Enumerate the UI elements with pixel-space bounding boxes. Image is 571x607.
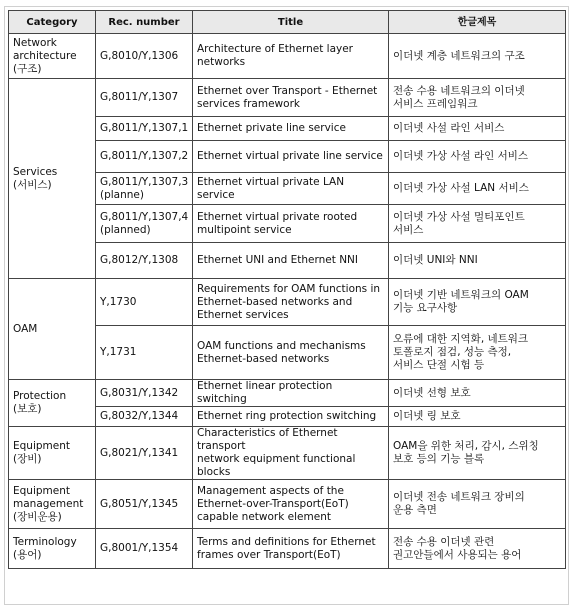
title-cell: Ethernet ring protection switching: [193, 407, 389, 427]
rec-number-cell: Y,1731: [96, 326, 193, 380]
title-cell: Requirements for OAM functions in Ethernet-based networks and Ethernet services: [193, 279, 389, 326]
rec-number-cell: G,8011/Y,1307: [96, 79, 193, 117]
korean-title-cell: 이더넷 가상 사설 LAN 서비스: [389, 173, 566, 205]
title-cell: Architecture of Ethernet layer networks: [193, 34, 389, 79]
header-row: [9, 11, 566, 34]
header-rec-number: Rec. number: [96, 11, 193, 34]
korean-title-cell: 이더넷 가상 사설 멀티포인트 서비스: [389, 205, 566, 243]
title-cell: Ethernet virtual private LAN service: [193, 173, 389, 205]
table-row: [9, 34, 566, 79]
title-cell: Ethernet virtual private line service: [193, 141, 389, 173]
korean-title-cell: 전송 수용 네트워크의 이더넷 서비스 프레임워크: [389, 79, 566, 117]
rec-number-cell: G,8001/Y,1354: [96, 529, 193, 569]
korean-title-cell: 이더넷 링 보호: [389, 407, 566, 427]
korean-title-cell: 이더넷 계층 네트워크의 구조: [389, 34, 566, 79]
rec-number-cell: G,8011/Y,1307,3 (planne): [96, 173, 193, 205]
title-cell: Ethernet virtual private rooted multipoint service: [193, 205, 389, 243]
document-frame: [4, 6, 569, 605]
category-cell: Network architecture (구조): [9, 34, 96, 79]
table-row: [9, 279, 566, 326]
title-cell: Ethernet linear protection switching: [193, 380, 389, 407]
title-cell: Ethernet over Transport - Ethernet services framework: [193, 79, 389, 117]
rec-number-cell: G,8031/Y,1342: [96, 380, 193, 407]
table-body: [9, 34, 566, 569]
rec-number-cell: G,8010/Y,1306: [96, 34, 193, 79]
header-title: Title: [193, 11, 389, 34]
title-cell: Terms and definitions for Ethernet frames over Transport(EoT): [193, 529, 389, 569]
ethernet-recommendations-table: [8, 10, 566, 569]
category-cell: OAM: [9, 279, 96, 380]
korean-title-cell: 이더넷 가상 사설 라인 서비스: [389, 141, 566, 173]
table-row: [9, 427, 566, 480]
category-cell: Equipment (장비): [9, 427, 96, 480]
table-row: [9, 380, 566, 407]
rec-number-cell: G,8011/Y,1307,2: [96, 141, 193, 173]
korean-title-cell: 이더넷 선형 보호: [389, 380, 566, 407]
korean-title-cell: OAM을 위한 처리, 감시, 스위칭 보호 등의 기능 블록: [389, 427, 566, 480]
header-korean-title: 한글제목: [389, 11, 566, 34]
title-cell: Management aspects of the Ethernet-over-Transport(EoT) capable network element: [193, 480, 389, 529]
korean-title-cell: 이더넷 UNI와 NNI: [389, 243, 566, 279]
korean-title-cell: 오류에 대한 지역화, 네트워크 토폴로지 점검, 성능 측정, 서비스 단절 시험 등: [389, 326, 566, 380]
category-cell: Equipment management (장비운용): [9, 480, 96, 529]
rec-number-cell: G,8051/Y,1345: [96, 480, 193, 529]
rec-number-cell: G,8021/Y,1341: [96, 427, 193, 480]
title-cell: Characteristics of Ethernet transport network equipment functional blocks: [193, 427, 389, 480]
rec-number-cell: G,8011/Y,1307,4 (planned): [96, 205, 193, 243]
title-cell: Ethernet private line service: [193, 117, 389, 141]
korean-title-cell: 이더넷 사설 라인 서비스: [389, 117, 566, 141]
rec-number-cell: Y,1730: [96, 279, 193, 326]
table-row: [9, 480, 566, 529]
korean-title-cell: 이더넷 전송 네트워크 장비의 운용 측면: [389, 480, 566, 529]
table-row: [9, 529, 566, 569]
title-cell: OAM functions and mechanisms Ethernet-based networks: [193, 326, 389, 380]
rec-number-cell: G,8011/Y,1307,1: [96, 117, 193, 141]
korean-title-cell: 전송 수용 이더넷 관련 권고안들에서 사용되는 용어: [389, 529, 566, 569]
table-row: [9, 79, 566, 117]
category-cell: Terminology (용어): [9, 529, 96, 569]
header-category: Category: [9, 11, 96, 34]
title-cell: Ethernet UNI and Ethernet NNI: [193, 243, 389, 279]
rec-number-cell: G,8032/Y,1344: [96, 407, 193, 427]
rec-number-cell: G,8012/Y,1308: [96, 243, 193, 279]
category-cell: Services (서비스): [9, 79, 96, 279]
korean-title-cell: 이더넷 기반 네트워크의 OAM 기능 요구사항: [389, 279, 566, 326]
category-cell: Protection (보호): [9, 380, 96, 427]
